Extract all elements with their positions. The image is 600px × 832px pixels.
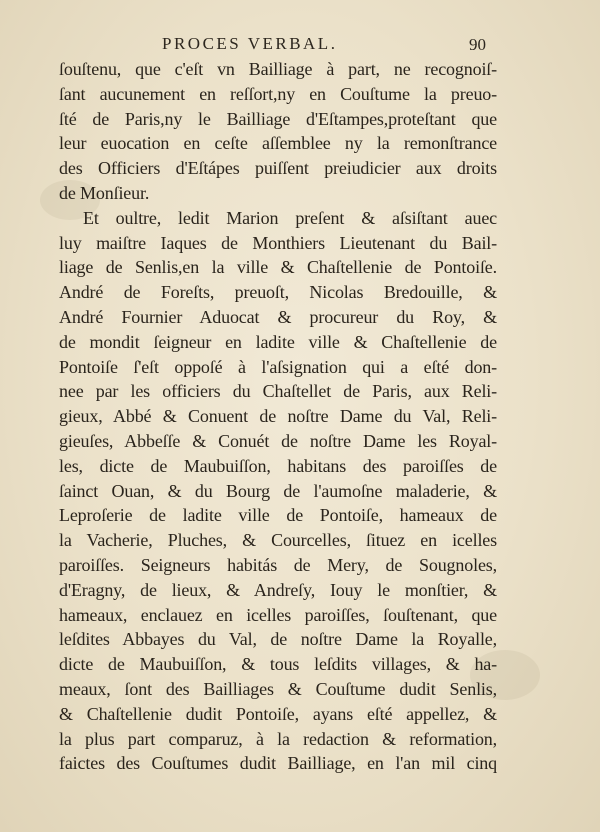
text-line: nee par les officiers du Chaſtellet de Paris, aux Reli- bbox=[59, 381, 497, 402]
text-line: meaux, ſont des Bailliages & Couſtume dudit Senlis, bbox=[59, 678, 497, 699]
page-number: 90 bbox=[469, 35, 486, 54]
text-line: luy maiſtre Iaques de Monthiers Lieutenant du Bail- bbox=[59, 232, 497, 253]
text-line: ſant aucunement en reſſort,ny en Couſtume la preuo- bbox=[59, 83, 497, 104]
text-line: leur euocation en ceſte aſſemblee ny la remonſtrance bbox=[59, 133, 497, 154]
text-line: André Fournier Aduocat & procureur du Roy, & bbox=[59, 306, 497, 327]
text-line: de Monſieur. bbox=[59, 182, 150, 203]
running-head: PROCES VERBAL. bbox=[162, 34, 338, 53]
text-line: des Officiers d'Eſtápes puiſſent preiudicier aux droits bbox=[59, 158, 497, 179]
text-line: les, dicte de Maubuiſſon, habitans des paroiſſes de bbox=[59, 455, 497, 476]
text-line: Leproſerie de ladite ville de Pontoiſe, hameaux de bbox=[59, 505, 497, 526]
text-line: Et oultre, ledit Marion preſent & aſsiſtant auec bbox=[83, 207, 497, 228]
page-header bbox=[0, 34, 600, 56]
text-line: hameaux, enclauez en icelles paroiſſes, ſouſtenant, que bbox=[59, 604, 497, 625]
text-line: d'Eragny, de lieux, & Andreſy, Iouy le monſtier, & bbox=[59, 579, 497, 600]
text-line: gieux, Abbé & Conuent de noſtre Dame du Val, Reli- bbox=[59, 406, 497, 427]
text-line: Pontoiſe ſ'eſt oppoſé à l'aſsignation qui a eſté don- bbox=[59, 356, 497, 377]
text-line: la Vacherie, Pluches, & Courcelles, ſituez en icelles bbox=[59, 530, 497, 551]
text-line: faictes des Couſtumes dudit Bailliage, en l'an mil cinq bbox=[59, 753, 497, 774]
text-line: & Chaſtellenie dudit Pontoiſe, ayans eſté appellez, & bbox=[59, 703, 497, 724]
text-line: ſainct Ouan, & du Bourg de l'aumoſne maladerie, & bbox=[59, 480, 497, 501]
text-line: paroiſſes. Seigneurs habitás de Mery, de Sougnoles, bbox=[59, 554, 497, 575]
text-line: de mondit ſeigneur en ladite ville & Chaſtellenie de bbox=[59, 331, 497, 352]
text-line: leſdites Abbayes du Val, de noſtre Dame la Royalle, bbox=[59, 629, 497, 650]
text-line: gieuſes, Abbeſſe & Conuét de noſtre Dame les Royal- bbox=[59, 430, 497, 451]
text-line: ſouſtenu, que c'eſt vn Bailliage à part, ne recognoiſ- bbox=[59, 59, 497, 79]
text-line: la plus part comparuz, à la redaction & reformation, bbox=[59, 728, 497, 749]
text-line: liage de Senlis,en la ville & Chaſtellenie de Pontoiſe. bbox=[59, 257, 497, 278]
body-text bbox=[59, 57, 497, 776]
text-line: André de Foreſts, preuoſt, Nicolas Bredouille, & bbox=[59, 282, 497, 303]
text-line: dicte de Maubuiſſon, & tous leſdits villages, & ha- bbox=[59, 654, 497, 675]
text-line: ſté de Paris,ny le Bailliage d'Eſtampes,proteſtant que bbox=[59, 108, 497, 129]
